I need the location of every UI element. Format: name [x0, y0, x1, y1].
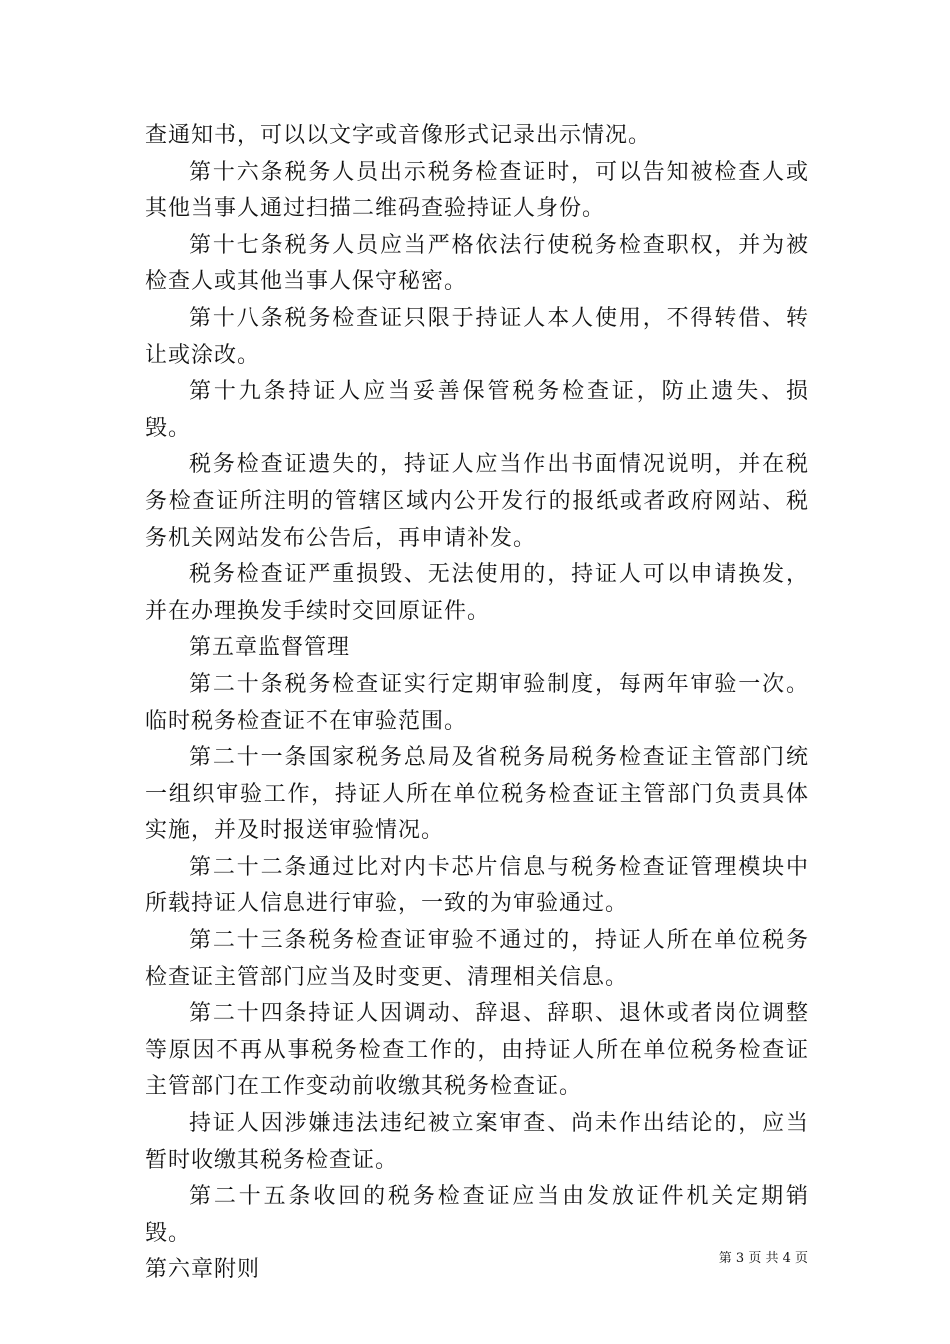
paragraph-article-20: 第二十条税务检查证实行定期审验制度，每两年审验一次。临时税务检查证不在审验范围。: [145, 671, 809, 734]
paragraph-article-21: 第二十一条国家税务总局及省税务局税务检查证主管部门统一组织审验工作，持证人所在单位税务检查证主管部门负责具体实施，并及时报送审验情况。: [145, 745, 809, 844]
paragraph-article-23: 第二十三条税务检查证审验不通过的，持证人所在单位税务检查证主管部门应当及时变更、清理相关信息。: [145, 928, 809, 990]
chapter-5-heading: 第五章监督管理: [189, 635, 351, 661]
paragraph-article-18: 第十八条税务检查证只限于持证人本人使用，不得转借、转让或涂改。: [145, 305, 809, 368]
paragraph-article-24: 第二十四条持证人因调动、辞退、辞职、退休或者岗位调整等原因不再从事税务检查工作的，由持证人所在单位税务检查证主管部门在工作变动前收缴其税务检查证。: [145, 1001, 809, 1100]
paragraph-suspension: 持证人因涉嫌违法违纪被立案审查、尚未作出结论的，应当暂时收缴其税务检查证。: [145, 1111, 809, 1173]
paragraph-article-16: 第十六条税务人员出示税务检查证时，可以告知被检查人或其他当事人通过扫描二维码查验持证人身份。: [145, 159, 809, 222]
paragraph-article-19: 第十九条持证人应当妥善保管税务检查证，防止遗失、损毁。: [145, 379, 809, 441]
paragraph-article-22: 第二十二条通过比对内卡芯片信息与税务检查证管理模块中所载持证人信息进行审验，一致的为审验通过。: [145, 854, 809, 917]
paragraph-lost-certificate: 税务检查证遗失的，持证人应当作出书面情况说明，并在税务检查证所注明的管辖区域内公开发行的报纸或者政府网站、税务机关网站发布公告后，再申请补发。: [145, 452, 809, 551]
chapter-6-heading: 第六章附则: [145, 1257, 261, 1283]
paragraph-damaged-certificate: 税务检查证严重损毁、无法使用的，持证人可以申请换发，并在办理换发手续时交回原证件。: [145, 562, 809, 624]
page-number: 第 3 页 共 4 页: [718, 1251, 808, 1266]
paragraph-article-25: 第二十五条收回的税务检查证应当由发放证件机关定期销毁。: [145, 1184, 809, 1246]
paragraph-continuation: 查通知书，可以以文字或音像形式记录出示情况。: [145, 123, 652, 148]
document-body: [145, 118, 809, 1289]
paragraph-article-17: 第十七条税务人员应当严格依法行使税务检查职权，并为被检查人或其他当事人保守秘密。: [145, 232, 809, 295]
